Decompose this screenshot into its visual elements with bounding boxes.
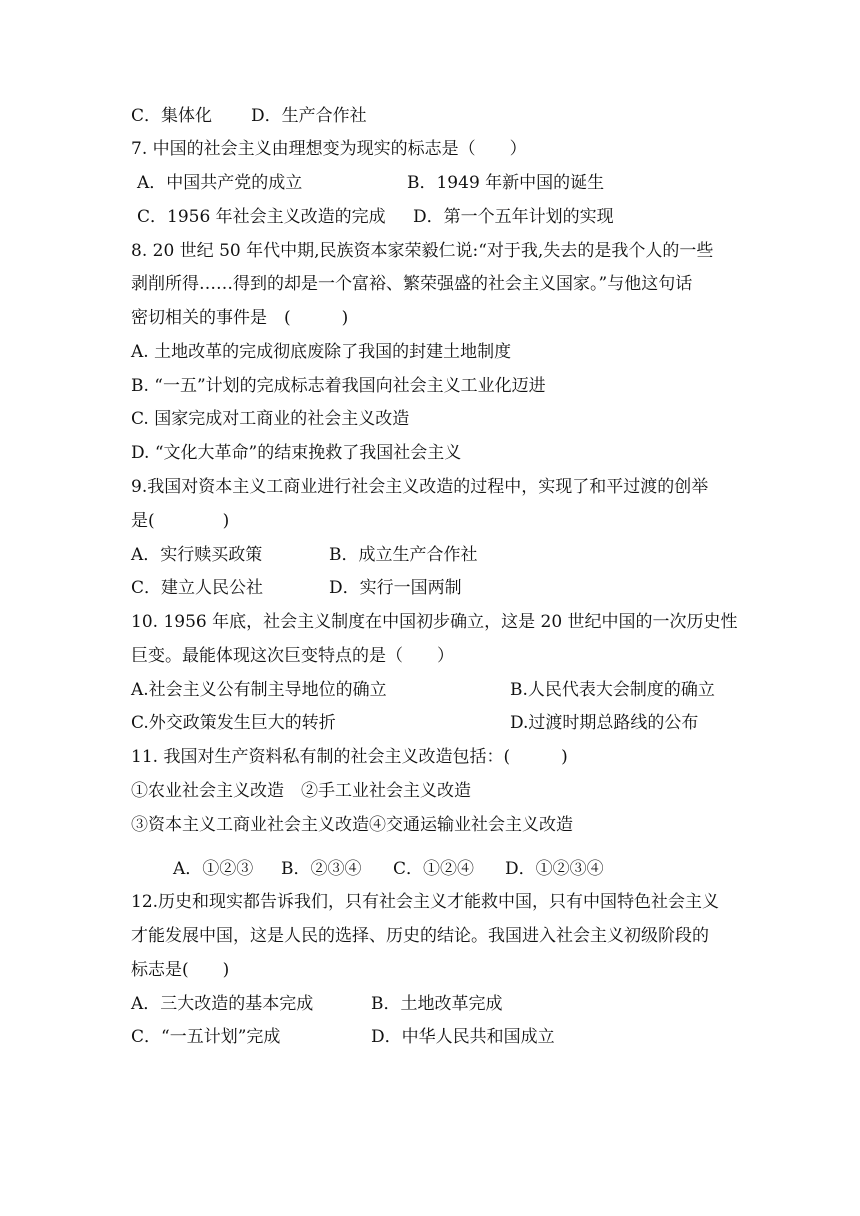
q8-option-d: D. “文化大革命”的结束挽救了我国社会主义 xyxy=(131,443,462,463)
q9-option-a: A．实行赎买政策 xyxy=(131,545,263,565)
q12-option-a: A．三大改造的基本完成 xyxy=(131,994,314,1014)
q11-option-a: A．①②③ xyxy=(173,859,254,879)
q12-option-b: B．土地改革完成 xyxy=(371,994,503,1014)
q12-option-d: D．中华人民共和国成立 xyxy=(371,1027,555,1047)
q12-stem-line3: 标志是( ) xyxy=(131,960,230,980)
q9-option-b: B．成立生产合作社 xyxy=(329,545,478,565)
q11-items-line1: ①农业社会主义改造 ②手工业社会主义改造 xyxy=(131,781,471,801)
q8-option-b: B. “一五”计划的完成标志着我国向社会主义工业化迈进 xyxy=(131,376,546,396)
q10-stem-line1: 10. 1956 年底，社会主义制度在中国初步确立，这是 20 世纪中国的一次历史性 xyxy=(131,612,738,632)
q9-stem-line2: 是( ) xyxy=(131,511,230,531)
q9-option-d: D．实行一国两制 xyxy=(329,578,462,598)
q7-option-d: D．第一个五年计划的实现 xyxy=(413,207,614,227)
q11-stem: 11. 我国对生产资料私有制的社会主义改造包括：( ) xyxy=(131,747,568,767)
q8-option-a: A. 土地改革的完成彻底废除了我国的封建土地制度 xyxy=(131,342,512,362)
q10-option-b: B.人民代表大会制度的确立 xyxy=(510,680,715,700)
q7-option-c: C．1956 年社会主义改造的完成 xyxy=(137,207,386,227)
q7-option-b: B．1949 年新中国的诞生 xyxy=(407,173,605,193)
q9-stem-line1: 9.我国对资本主义工商业进行社会主义改造的过程中，实现了和平过渡的创举 xyxy=(131,477,709,497)
q6-option-c: C．集体化 xyxy=(131,106,213,126)
q12-option-c: C．“一五计划”完成 xyxy=(131,1027,281,1047)
q10-stem-line2: 巨变。最能体现这次巨变特点的是（ ） xyxy=(131,646,454,666)
q8-stem-line2: 剥削所得……得到的却是一个富裕、繁荣强盛的社会主义国家。”与他这句话 xyxy=(131,274,693,294)
q12-stem-line2: 才能发展中国，这是人民的选择、历史的结论。我国进入社会主义初级阶段的 xyxy=(131,926,709,946)
q8-stem-line3: 密切相关的事件是 ( ) xyxy=(131,308,349,328)
q8-stem-line1: 8. 20 世纪 50 年代中期,民族资本家荣毅仁说:“对于我,失去的是我个人的一些 xyxy=(131,241,714,261)
q11-option-d: D．①②③④ xyxy=(505,859,604,879)
q7-option-a: A．中国共产党的成立 xyxy=(137,173,303,193)
q11-option-c: C．①②④ xyxy=(393,859,475,879)
q10-option-d: D.过渡时期总路线的公布 xyxy=(510,713,699,733)
q11-option-b: B．②③④ xyxy=(281,859,362,879)
q11-items-line2: ③资本主义工商业社会主义改造④交通运输业社会主义改造 xyxy=(131,815,573,835)
q6-option-d: D．生产合作社 xyxy=(251,106,367,126)
q7-stem: 7. 中国的社会主义由理想变为现实的标志是（ ） xyxy=(131,139,527,159)
q12-stem-line1: 12.历史和现实都告诉我们，只有社会主义才能救中国，只有中国特色社会主义 xyxy=(131,892,720,912)
q10-option-a: A.社会主义公有制主导地位的确立 xyxy=(131,680,387,700)
q9-option-c: C．建立人民公社 xyxy=(131,578,264,598)
q8-option-c: C. 国家完成对工商业的社会主义改造 xyxy=(131,409,410,429)
q10-option-c: C.外交政策发生巨大的转折 xyxy=(131,713,336,733)
